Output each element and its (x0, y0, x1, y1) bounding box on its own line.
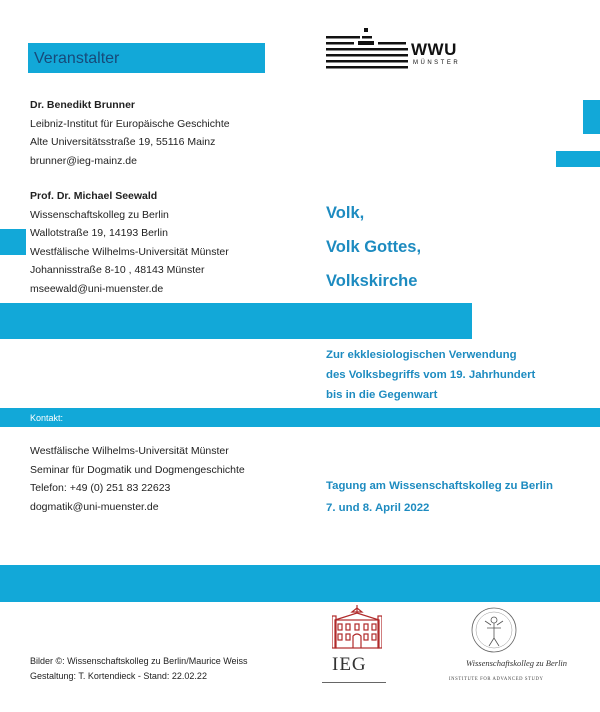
organizer-1-address: Alte Universitätsstraße 19, 55116 Mainz (30, 136, 216, 149)
organizer-2-name: Prof. Dr. Michael Seewald (30, 190, 158, 202)
wissenschaftskolleg-logo-subtext: INSTITUTE FOR ADVANCED STUDY (449, 677, 544, 682)
organizer-1-name: Dr. Benedikt Brunner (30, 99, 136, 111)
accent-bar-wide (0, 303, 472, 339)
event-dates: 7. und 8. April 2022 (326, 502, 430, 514)
kontakt-bar (0, 408, 600, 427)
title-line-2: Volk Gottes, (326, 238, 422, 256)
accent-bar-left-mid (0, 229, 26, 255)
footer-design-credits: Gestaltung: T. Kortendieck - Stand: 22.02.22 (30, 670, 207, 681)
organizer-2 (30, 187, 229, 299)
subtitle-line-1: Zur ekklesiologischen Verwendung (326, 349, 517, 361)
contact-email[interactable]: dogmatik@uni-muenster.de (30, 500, 159, 513)
organizer-2-university: Westfälische Wilhelms-Universität Münster (30, 245, 229, 258)
contact-seminar: Seminar für Dogmatik und Dogmengeschichte (30, 463, 245, 476)
ieg-building-icon (332, 604, 382, 650)
wissenschaftskolleg-seal-icon (470, 606, 518, 654)
contact-university: Westfälische Wilhelms-Universität Münster (30, 445, 229, 457)
organizer-1-email[interactable]: brunner@ieg-mainz.de (30, 154, 137, 167)
organizer-2-address: Wallotstraße 19, 14193 Berlin (30, 227, 168, 240)
wwu-logo-subtext: MÜNSTER (413, 60, 461, 66)
wwu-logo-mark-icon (326, 28, 408, 72)
organizer-2-university-address: Johannisstraße 8-10 , 48143 Münster (30, 264, 205, 277)
event-info (326, 476, 553, 518)
ieg-underline (322, 682, 386, 683)
title-line-3: Volkskirche (326, 272, 418, 290)
contact-phone: Telefon: +49 (0) 251 83 22623 (30, 482, 171, 495)
footer-credits (30, 654, 248, 683)
accent-bar-right-tall (583, 100, 600, 134)
organizer-2-institute: Wissenschaftskolleg zu Berlin (30, 208, 169, 221)
organizer-1 (30, 96, 230, 170)
subtitle-line-3: bis in die Gegenwart (326, 389, 438, 401)
wwu-logo-text: WWU (411, 40, 457, 59)
ieg-logo-text: IEG (332, 654, 367, 675)
title-line-1: Volk, (326, 204, 365, 222)
wissenschaftskolleg-logo-text: Wissenschaftskolleg zu Berlin (466, 658, 568, 668)
subtitle-line-2: des Volksbegriffs vom 19. Jahrhundert (326, 369, 536, 381)
organizer-2-email[interactable]: mseewald@uni-muenster.de (30, 282, 164, 295)
accent-bar-bottom (0, 565, 600, 602)
subtitle (326, 345, 535, 405)
event-venue: Tagung am Wissenschaftskolleg zu Berlin (326, 480, 553, 492)
organizer-1-institute: Leibniz-Institut für Europäische Geschichte (30, 117, 230, 130)
accent-bar-right-short (556, 151, 600, 167)
contact-block (30, 442, 245, 516)
organizers-heading: Veranstalter (28, 43, 265, 73)
footer-image-credits: Bilder ©: Wissenschaftskolleg zu Berlin/Maurice Weiss (30, 656, 248, 666)
contact-label: Kontakt: (30, 413, 64, 423)
